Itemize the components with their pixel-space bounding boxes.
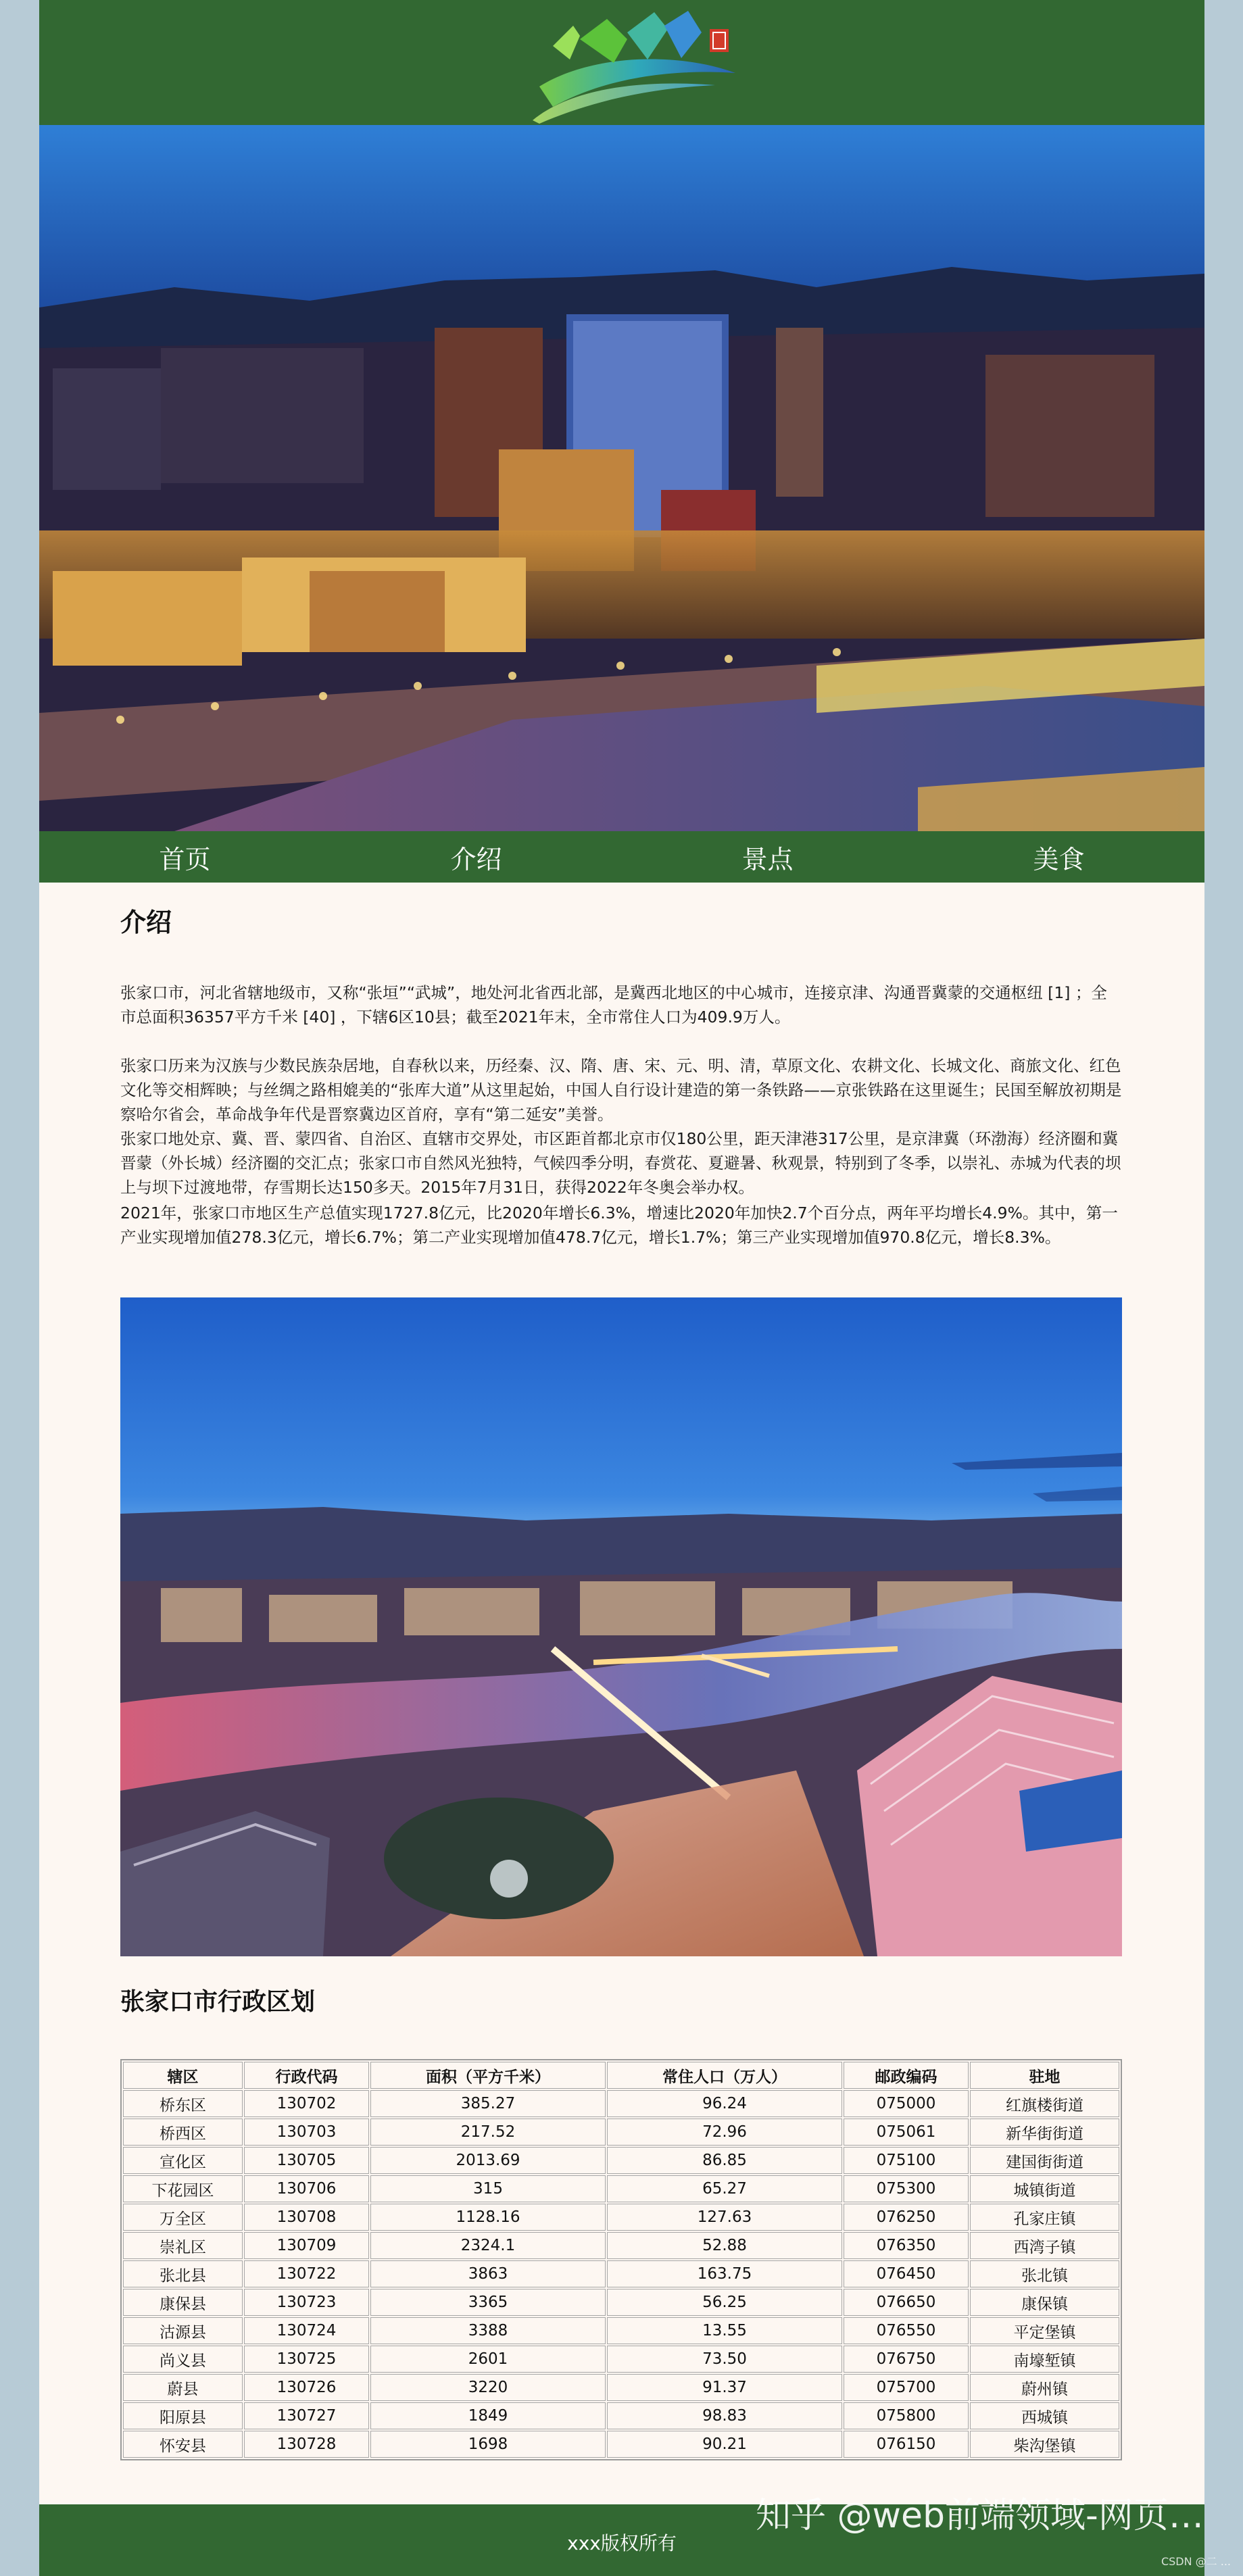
cell-population: 91.37: [607, 2374, 842, 2401]
intro-paragraph-1: 张家口市，河北省辖地级市，又称“张垣”“武城”，地处河北省西北部，是冀西北地区的中心城市，连接京津、沟通晋冀蒙的交通枢纽 [1] ；全市总面积36357平方千米 [40] ，下辖6区10县；截至2021年末，全市常住人口为409.9万人。: [120, 983, 1107, 1026]
cell-population: 163.75: [607, 2260, 842, 2287]
col-header-postcode: 邮政编码: [844, 2062, 969, 2089]
cell-population: 96.24: [607, 2090, 842, 2117]
cell-code: 130708: [244, 2204, 369, 2231]
table-row: [123, 2260, 1119, 2287]
cell-district: 康保县: [123, 2289, 243, 2316]
site-logo[interactable]: [512, 5, 769, 124]
cell-code: 130726: [244, 2374, 369, 2401]
cell-area: 1698: [370, 2431, 606, 2458]
header-bar: [39, 0, 1204, 125]
cell-area: 3365: [370, 2289, 606, 2316]
table-row: [123, 2175, 1119, 2202]
cell-code: 130703: [244, 2119, 369, 2146]
main-nav: [39, 831, 1204, 883]
table-row: [123, 2346, 1119, 2373]
cell-population: 52.88: [607, 2232, 842, 2259]
cell-seat: 张北镇: [970, 2260, 1119, 2287]
cell-district: 尚义县: [123, 2346, 243, 2373]
nav-food[interactable]: 美食: [1033, 844, 1085, 874]
cell-area: 3388: [370, 2317, 606, 2344]
table-row: [123, 2317, 1119, 2344]
table-row: [123, 2289, 1119, 2316]
hero-image: [39, 125, 1204, 831]
cell-population: 73.50: [607, 2346, 842, 2373]
cell-postcode: 076150: [844, 2431, 969, 2458]
cell-area: 3220: [370, 2374, 606, 2401]
cell-seat: 康保镇: [970, 2289, 1119, 2316]
cell-code: 130709: [244, 2232, 369, 2259]
cell-population: 56.25: [607, 2289, 842, 2316]
cell-population: 98.83: [607, 2402, 842, 2429]
cell-population: 127.63: [607, 2204, 842, 2231]
table-row: [123, 2119, 1119, 2146]
cell-postcode: 076750: [844, 2346, 969, 2373]
district-table-wrapper: [120, 2059, 1122, 2460]
cell-district: 万全区: [123, 2204, 243, 2231]
cell-postcode: 076250: [844, 2204, 969, 2231]
cell-seat: 西城镇: [970, 2402, 1119, 2429]
table-row: [123, 2204, 1119, 2231]
cell-seat: 柴沟堡镇: [970, 2431, 1119, 2458]
cell-postcode: 076550: [844, 2317, 969, 2344]
cell-postcode: 075700: [844, 2374, 969, 2401]
col-header-area: 面积（平方千米）: [370, 2062, 606, 2089]
cell-postcode: 076350: [844, 2232, 969, 2259]
cell-postcode: 076450: [844, 2260, 969, 2287]
table-row: [123, 2374, 1119, 2401]
cell-area: 2013.69: [370, 2147, 606, 2174]
cell-district: 崇礼区: [123, 2232, 243, 2259]
cell-area: 2601: [370, 2346, 606, 2373]
table-row: [123, 2090, 1119, 2117]
cell-district: 阳原县: [123, 2402, 243, 2429]
copyright-text: xxx版权所有: [567, 2532, 677, 2554]
cell-code: 130722: [244, 2260, 369, 2287]
cell-population: 86.85: [607, 2147, 842, 2174]
cell-code: 130728: [244, 2431, 369, 2458]
cell-area: 1849: [370, 2402, 606, 2429]
cell-seat: 南壕堑镇: [970, 2346, 1119, 2373]
cell-district: 怀安县: [123, 2431, 243, 2458]
district-table: [120, 2059, 1122, 2460]
cell-seat: 建国街街道: [970, 2147, 1119, 2174]
cell-code: 130725: [244, 2346, 369, 2373]
cell-population: 65.27: [607, 2175, 842, 2202]
table-row: [123, 2232, 1119, 2259]
district-table-heading: 张家口市行政区划: [120, 1988, 316, 2016]
cell-seat: 城镇街道: [970, 2175, 1119, 2202]
cell-seat: 孔家庄镇: [970, 2204, 1119, 2231]
cell-code: 130723: [244, 2289, 369, 2316]
cell-postcode: 075300: [844, 2175, 969, 2202]
nav-intro[interactable]: 介绍: [450, 844, 502, 874]
cell-district: 张北县: [123, 2260, 243, 2287]
table-row: [123, 2431, 1119, 2458]
intro-paragraph-3: 张家口地处京、冀、晋、蒙四省、自治区、直辖市交界处，市区距首都北京市仅180公里，距天津港317公里，是京津冀（环渤海）经济圈和冀晋蒙（外长城）经济圈的交汇点；张家口市自然风光独特，气候四季分明，春赏花、夏避暑、秋观景，特别到了冬季，以崇礼、赤城为代表的坝上与坝下过渡地带，存雪期长达150多天。2015年7月31日，获得2022年冬奥会举办权。: [120, 1129, 1121, 1197]
cell-area: 2324.1: [370, 2232, 606, 2259]
cell-seat: 平定堡镇: [970, 2317, 1119, 2344]
page: [39, 0, 1204, 2576]
cell-code: 130705: [244, 2147, 369, 2174]
cell-area: 3863: [370, 2260, 606, 2287]
cell-code: 130706: [244, 2175, 369, 2202]
table-row: [123, 2147, 1119, 2174]
cell-postcode: 075100: [844, 2147, 969, 2174]
cell-population: 90.21: [607, 2431, 842, 2458]
intro-paragraph-2: 张家口历来为汉族与少数民族杂居地，自春秋以来，历经秦、汉、隋、唐、宋、元、明、清，草原文化、农耕文化、长城文化、商旅文化、红色文化等交相辉映；与丝绸之路相媲美的“张库大道”从这里起始，中国人自行设计建造的第一条铁路——京张铁路在这里诞生；民国至解放初期是察哈尔省会，革命战争年代是晋察冀边区首府，享有“第二延安”美誉。: [120, 1056, 1122, 1124]
cell-code: 130727: [244, 2402, 369, 2429]
cell-postcode: 076650: [844, 2289, 969, 2316]
cell-seat: 蔚州镇: [970, 2374, 1119, 2401]
cell-seat: 红旗楼街道: [970, 2090, 1119, 2117]
city-aerial-image: [120, 1297, 1122, 1956]
cell-seat: 新华街街道: [970, 2119, 1119, 2146]
table-row: [123, 2402, 1119, 2429]
cell-district: 桥西区: [123, 2119, 243, 2146]
table-header-row: [123, 2062, 1119, 2089]
cell-postcode: 075061: [844, 2119, 969, 2146]
cell-area: 1128.16: [370, 2204, 606, 2231]
cell-population: 13.55: [607, 2317, 842, 2344]
cell-area: 315: [370, 2175, 606, 2202]
cell-district: 下花园区: [123, 2175, 243, 2202]
cell-code: 130702: [244, 2090, 369, 2117]
col-header-district: 辖区: [123, 2062, 243, 2089]
col-header-population: 常住人口（万人）: [607, 2062, 842, 2089]
nav-attractions[interactable]: 景点: [741, 844, 794, 874]
col-header-code: 行政代码: [244, 2062, 369, 2089]
cell-postcode: 075000: [844, 2090, 969, 2117]
intro-paragraph-4: 2021年，张家口市地区生产总值实现1727.8亿元，比2020年增长6.3%，增速比2020年加快2.7个百分点，两年平均增长4.9%。其中，第一产业实现增加值278.3亿元，增长6.7%；第二产业实现增加值478.7亿元，增长1.7%；第三产业实现增加值970.8亿元，增长8.3%。: [120, 1204, 1118, 1247]
cell-area: 385.27: [370, 2090, 606, 2117]
col-header-seat: 驻地: [970, 2062, 1119, 2089]
csdn-watermark: CSDN @二 ...: [1161, 2555, 1231, 2568]
nav-home[interactable]: 首页: [159, 844, 211, 874]
cell-district: 桥东区: [123, 2090, 243, 2117]
cell-district: 蔚县: [123, 2374, 243, 2401]
cell-postcode: 075800: [844, 2402, 969, 2429]
cell-population: 72.96: [607, 2119, 842, 2146]
zhihu-watermark: 知乎 @web前端领域-网页…: [756, 2496, 1204, 2536]
cell-code: 130724: [244, 2317, 369, 2344]
cell-district: 沽源县: [123, 2317, 243, 2344]
intro-heading: 介绍: [120, 908, 172, 937]
cell-district: 宣化区: [123, 2147, 243, 2174]
cell-area: 217.52: [370, 2119, 606, 2146]
cell-seat: 西湾子镇: [970, 2232, 1119, 2259]
